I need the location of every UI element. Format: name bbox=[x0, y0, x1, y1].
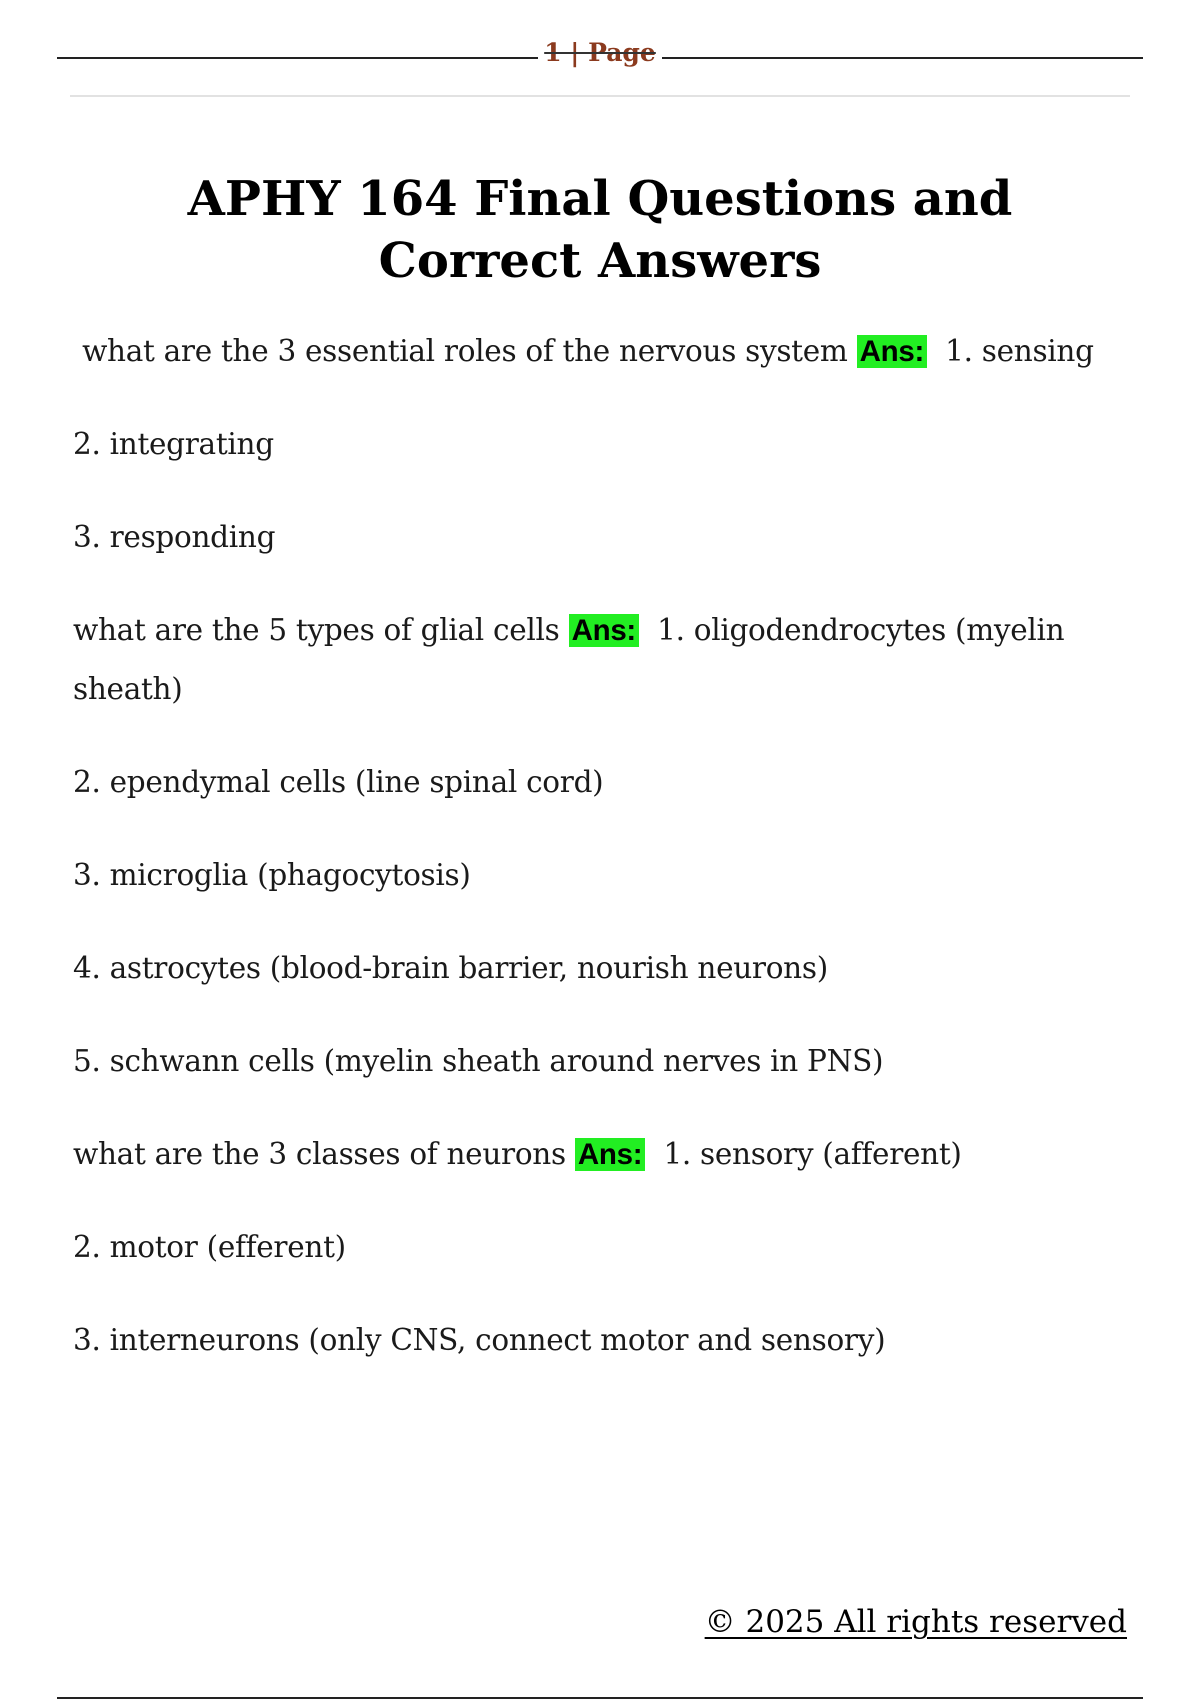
answer-marker: Ans: bbox=[857, 335, 927, 368]
answer-item: 3. responding bbox=[73, 520, 276, 554]
answer-item: 2. integrating bbox=[73, 427, 274, 461]
page-number-header bbox=[0, 38, 1200, 67]
answer-item: 2. motor (efferent) bbox=[73, 1230, 346, 1264]
answer-first-item: 1. sensory (afferent) bbox=[663, 1137, 962, 1171]
copyright-notice: © 2025 All rights reserved bbox=[704, 1604, 1127, 1640]
document-title: APHY 164 Final Questions and Correct Answers bbox=[187, 171, 1013, 289]
answer-item: 3. microglia (phagocytosis) bbox=[73, 858, 471, 892]
document-body bbox=[73, 322, 1127, 1370]
answer-item: 3. interneurons (only CNS, connect motor and sensory) bbox=[73, 1323, 886, 1357]
answer-item: 4. astrocytes (blood-brain barrier, nourish neurons) bbox=[73, 951, 828, 985]
answer-first-item: 1. oligodendrocytes (myelin sheath) bbox=[73, 613, 1065, 706]
qa-block-3 bbox=[73, 1125, 1127, 1184]
qa-block-2 bbox=[73, 601, 1127, 719]
page-number-label: 1 | Page bbox=[538, 38, 662, 67]
question-text: what are the 3 essential roles of the nervous system bbox=[82, 334, 848, 368]
footer-rule bbox=[57, 1697, 1143, 1699]
answer-item: 5. schwann cells (myelin sheath around nerves in PNS) bbox=[73, 1044, 884, 1078]
question-text: what are the 5 types of glial cells bbox=[73, 613, 560, 647]
answer-marker: Ans: bbox=[575, 1138, 645, 1171]
header-divider bbox=[70, 95, 1130, 97]
question-text: what are the 3 classes of neurons bbox=[73, 1137, 566, 1171]
answer-first-item: 1. sensing bbox=[945, 334, 1094, 368]
qa-block-1 bbox=[73, 322, 1127, 381]
answer-item: 2. ependymal cells (line spinal cord) bbox=[73, 765, 604, 799]
answer-marker: Ans: bbox=[569, 614, 639, 647]
